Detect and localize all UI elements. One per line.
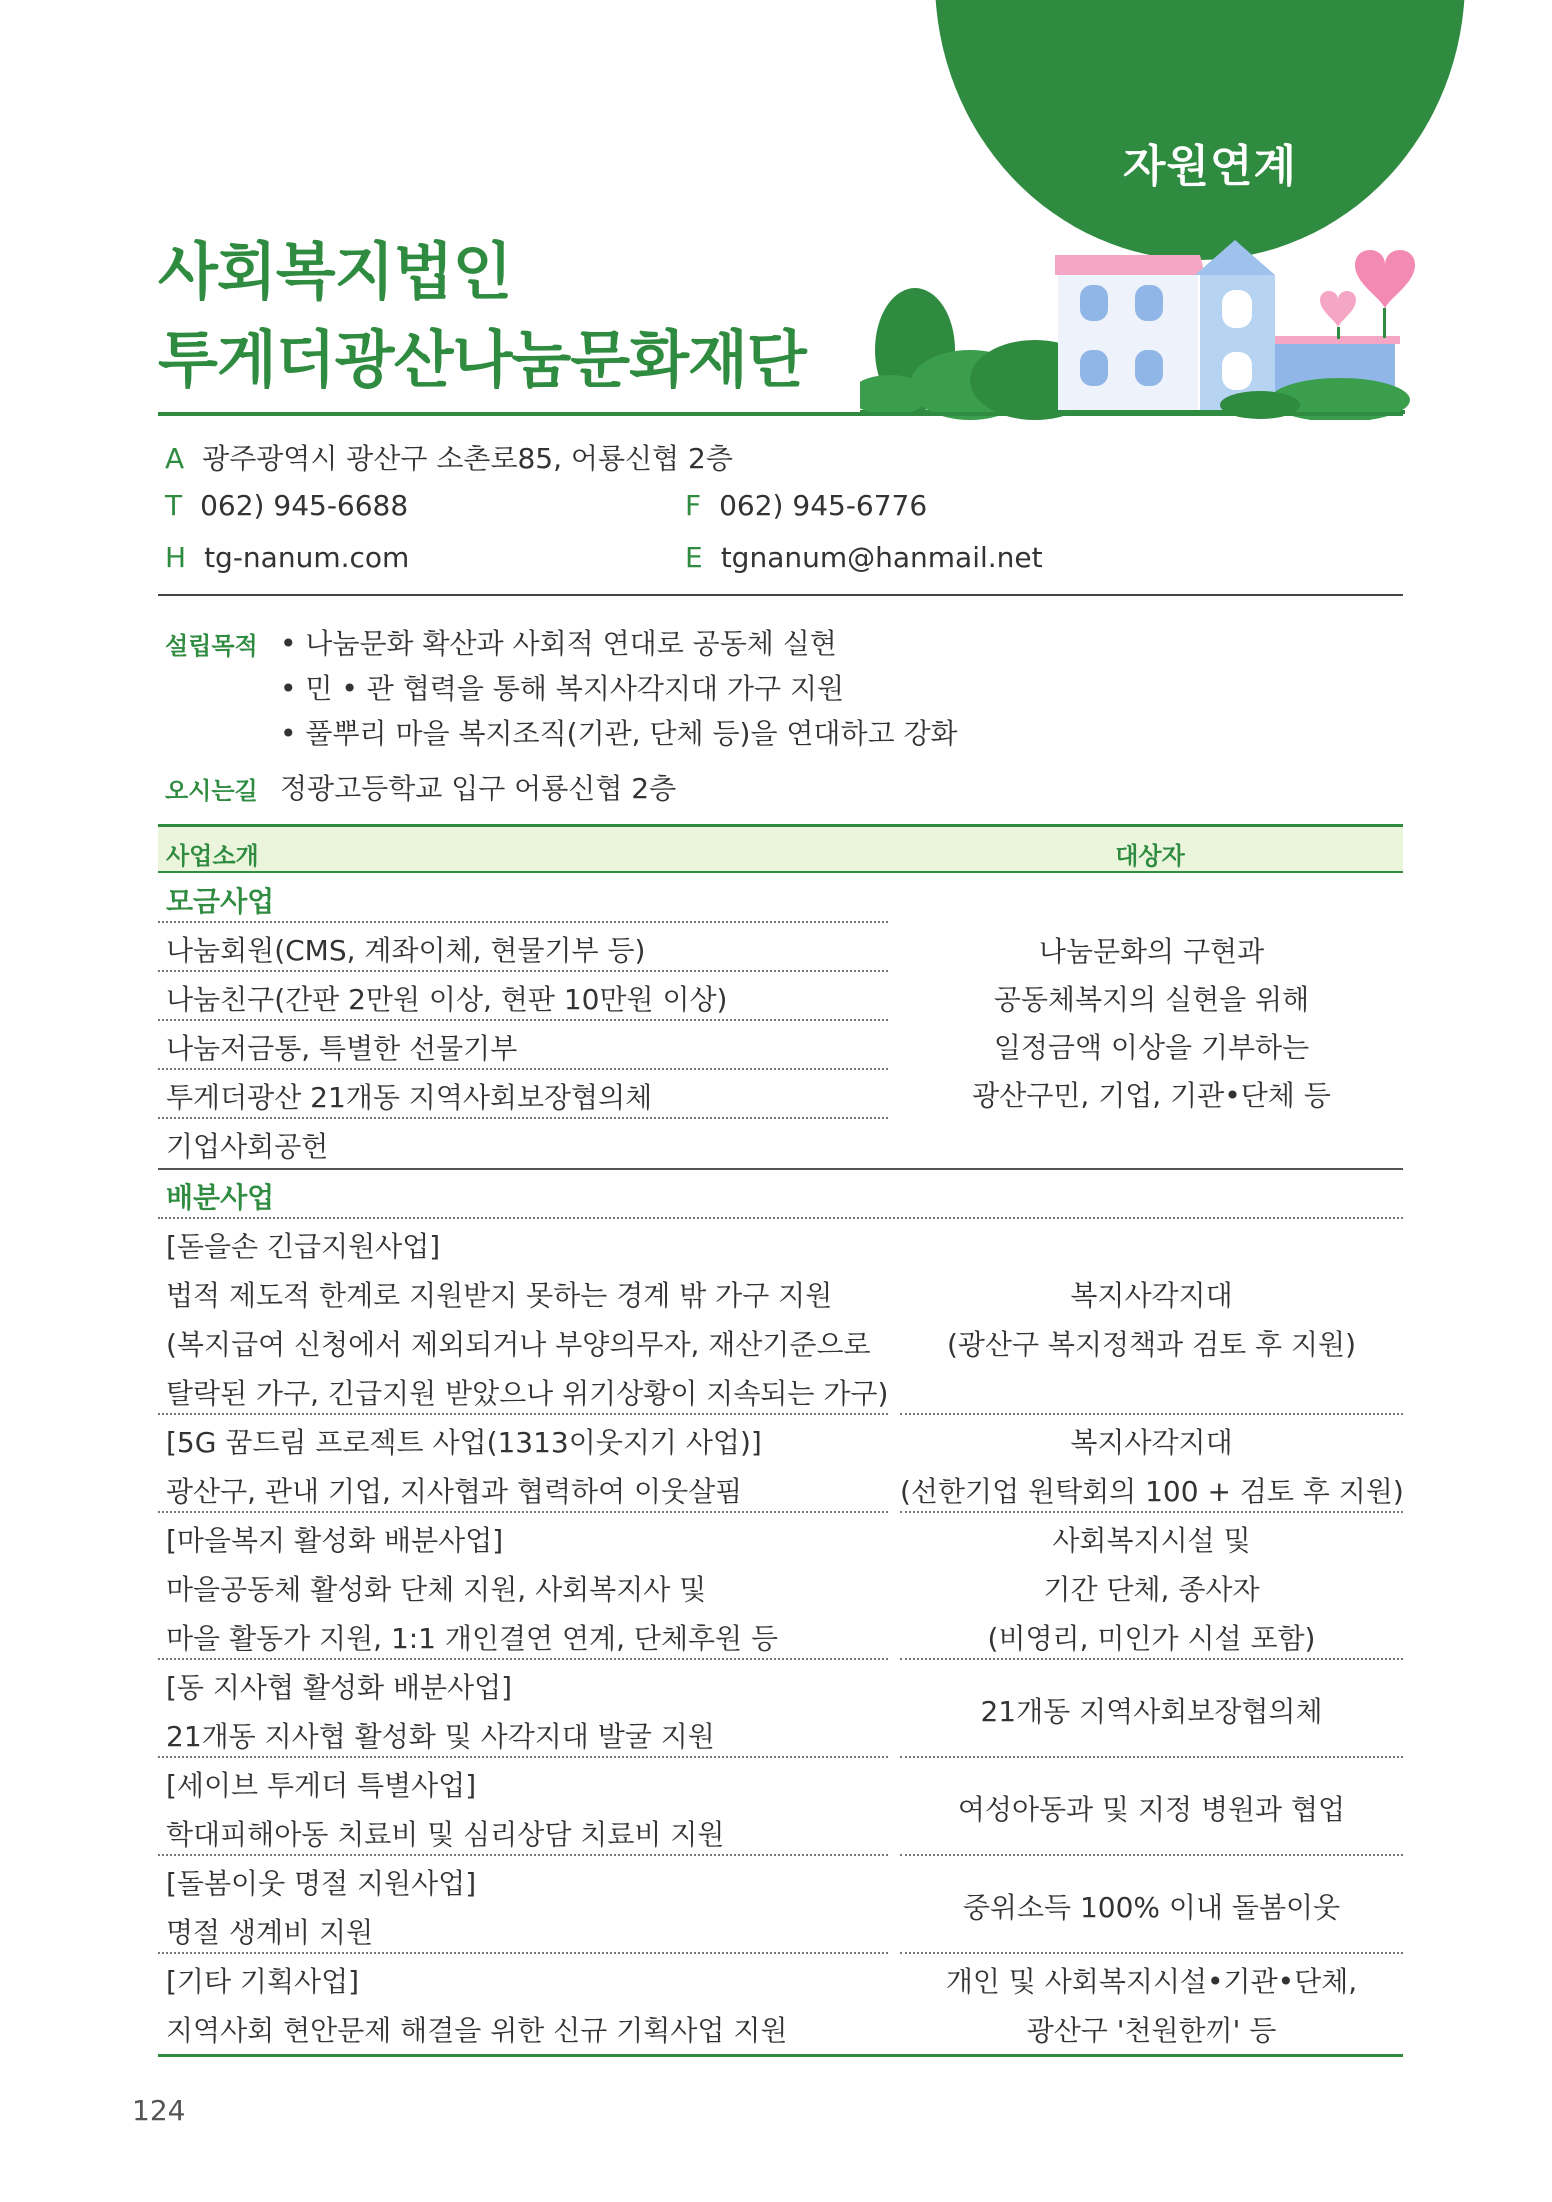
target-text: 기간 단체, 종사자 [1043, 1573, 1260, 1606]
fax-key: F [685, 489, 702, 522]
directions-text: 정광고등학교 입구 어룡신협 2층 [280, 772, 677, 805]
table-row: 기업사회공헌 [166, 1130, 329, 1163]
program-desc: 탈락된 가구, 긴급지원 받았으나 위기상황이 지속되는 가구) [166, 1377, 889, 1410]
row-divider [158, 1658, 888, 1660]
program-desc: 법적 제도적 한계로 지원받지 못하는 경계 밖 가구 지원 [166, 1279, 833, 1312]
target-text: 사회복지시설 및 [1052, 1524, 1251, 1557]
address-value: 광주광역시 광산구 소촌로85, 어룡신협 2층 [202, 442, 733, 475]
table-row: 나눔저금통, 특별한 선물기부 [166, 1032, 518, 1065]
fax-row [685, 489, 927, 522]
section-title-distribution: 배분사업 [166, 1181, 275, 1214]
table-row: 투게더광산 21개동 지역사회보장협의체 [166, 1081, 653, 1114]
program-title: [세이브 투게더 특별사업] [166, 1769, 477, 1802]
row-divider [158, 1217, 1403, 1219]
page-title-line2: 투게더광산나눔문화재단 [158, 323, 806, 396]
program-desc: (복지급여 신청에서 제외되거나 부양의무자, 재산기준으로 [166, 1328, 871, 1361]
purpose-label: 설립목적 [165, 632, 258, 660]
row-divider [158, 1068, 888, 1070]
contact-divider [158, 594, 1403, 596]
program-desc: 명절 생계비 지원 [166, 1916, 374, 1949]
homepage-key: H [165, 541, 187, 574]
section-divider [158, 1168, 1403, 1170]
program-desc: 마을공동체 활성화 단체 지원, 사회복지사 및 [166, 1573, 707, 1606]
column-header-target: 대상자 [1115, 842, 1185, 870]
row-divider [900, 1952, 1403, 1954]
table-header [158, 827, 1403, 871]
row-divider [900, 1854, 1403, 1856]
target-text: 21개동 지역사회보장협의체 [980, 1695, 1323, 1728]
heart-icon [1355, 250, 1415, 310]
table-row: 나눔회원(CMS, 계좌이체, 현물기부 등) [166, 934, 646, 967]
target-text: (선한기업 원탁회의 100 + 검토 후 지원) [900, 1475, 1404, 1508]
purpose-item: • 민 • 관 협력을 통해 복지사각지대 가구 지원 [280, 672, 845, 705]
program-title: [동 지사협 활성화 배분사업] [166, 1671, 513, 1704]
title-divider [158, 412, 1403, 416]
program-desc: 21개동 지사협 활성화 및 사각지대 발굴 지원 [166, 1720, 715, 1753]
purpose-item: • 풀뿌리 마을 복지조직(기관, 단체 등)을 연대하고 강화 [280, 717, 958, 750]
target-text: 여성아동과 및 지정 병원과 협업 [957, 1793, 1346, 1826]
target-text: 광산구 '천원한끼' 등 [1026, 2014, 1277, 2047]
row-divider [158, 970, 888, 972]
table-header-rule [158, 871, 1403, 873]
target-text: (광산구 복지정책과 검토 후 지원) [946, 1328, 1357, 1361]
row-divider [900, 1658, 1403, 1660]
page-number: 124 [132, 2094, 186, 2127]
email-link[interactable]: tgnanum@hanmail.net [720, 541, 1043, 574]
row-divider [158, 1117, 888, 1119]
program-desc: 마을 활동가 지원, 1:1 개인결연 연계, 단체후원 등 [166, 1622, 779, 1655]
target-text: 공동체복지의 실현을 위해 [993, 983, 1310, 1016]
row-divider [158, 1019, 888, 1021]
target-text: 복지사각지대 [1070, 1426, 1233, 1459]
table-row: 나눔친구(간판 2만원 이상, 현판 10만원 이상) [166, 983, 728, 1016]
row-divider [900, 1413, 1403, 1415]
row-divider [158, 1854, 888, 1856]
program-title: [기타 기획사업] [166, 1965, 360, 1998]
tel-key: T [165, 489, 183, 522]
target-text: 광산구민, 기업, 기관•단체 등 [972, 1079, 1331, 1112]
target-text: 개인 및 사회복지시설•기관•단체, [945, 1965, 1358, 1998]
row-divider [900, 1756, 1403, 1758]
target-text: 중위소득 100% 이내 돌봄이웃 [962, 1891, 1341, 1924]
target-text: 일정금액 이상을 기부하는 [993, 1031, 1310, 1064]
fax-value: 062) 945-6776 [719, 489, 928, 522]
homepage-link[interactable]: tg-nanum.com [204, 541, 410, 574]
section-title-fundraising: 모금사업 [166, 885, 275, 918]
program-title: [돋을손 긴급지원사업] [166, 1230, 441, 1263]
target-text: (비영리, 미인가 시설 포함) [987, 1622, 1316, 1655]
directions-label: 오시는길 [165, 777, 258, 805]
house-illustration [860, 230, 1420, 420]
program-desc: 지역사회 현안문제 해결을 위한 신규 기획사업 지원 [166, 2014, 788, 2047]
program-desc: 학대피해아동 치료비 및 심리상담 치료비 지원 [166, 1818, 725, 1851]
row-divider [158, 1756, 888, 1758]
page-title-line1: 사회복지법인 [158, 235, 512, 308]
program-title: [돌봄이웃 명절 지원사업] [166, 1867, 477, 1900]
target-text: 나눔문화의 구현과 [1038, 935, 1265, 968]
category-badge: 자원연계 [1122, 141, 1297, 192]
row-divider [900, 1511, 1403, 1513]
row-divider [158, 1511, 888, 1513]
row-divider [158, 1413, 888, 1415]
address-row [165, 437, 733, 477]
target-text: 복지사각지대 [1070, 1279, 1233, 1312]
tel-row [165, 489, 408, 522]
program-desc: 광산구, 관내 기업, 지사협과 협력하여 이웃살핌 [166, 1475, 743, 1508]
tel-value: 062) 945-6688 [200, 489, 409, 522]
column-header-business: 사업소개 [166, 842, 259, 870]
address-key: A [165, 442, 185, 475]
program-title: [5G 꿈드림 프로젝트 사업(1313이웃지기 사업)] [166, 1426, 762, 1459]
email-key: E [685, 541, 703, 574]
program-title: [마을복지 활성화 배분사업] [166, 1524, 504, 1557]
row-divider [158, 1952, 888, 1954]
email-row [685, 541, 1043, 574]
homepage-row [165, 541, 409, 574]
purpose-item: • 나눔문화 확산과 사회적 연대로 공동체 실현 [280, 627, 837, 660]
row-divider [158, 921, 888, 923]
table-bottom-rule [158, 2054, 1403, 2057]
